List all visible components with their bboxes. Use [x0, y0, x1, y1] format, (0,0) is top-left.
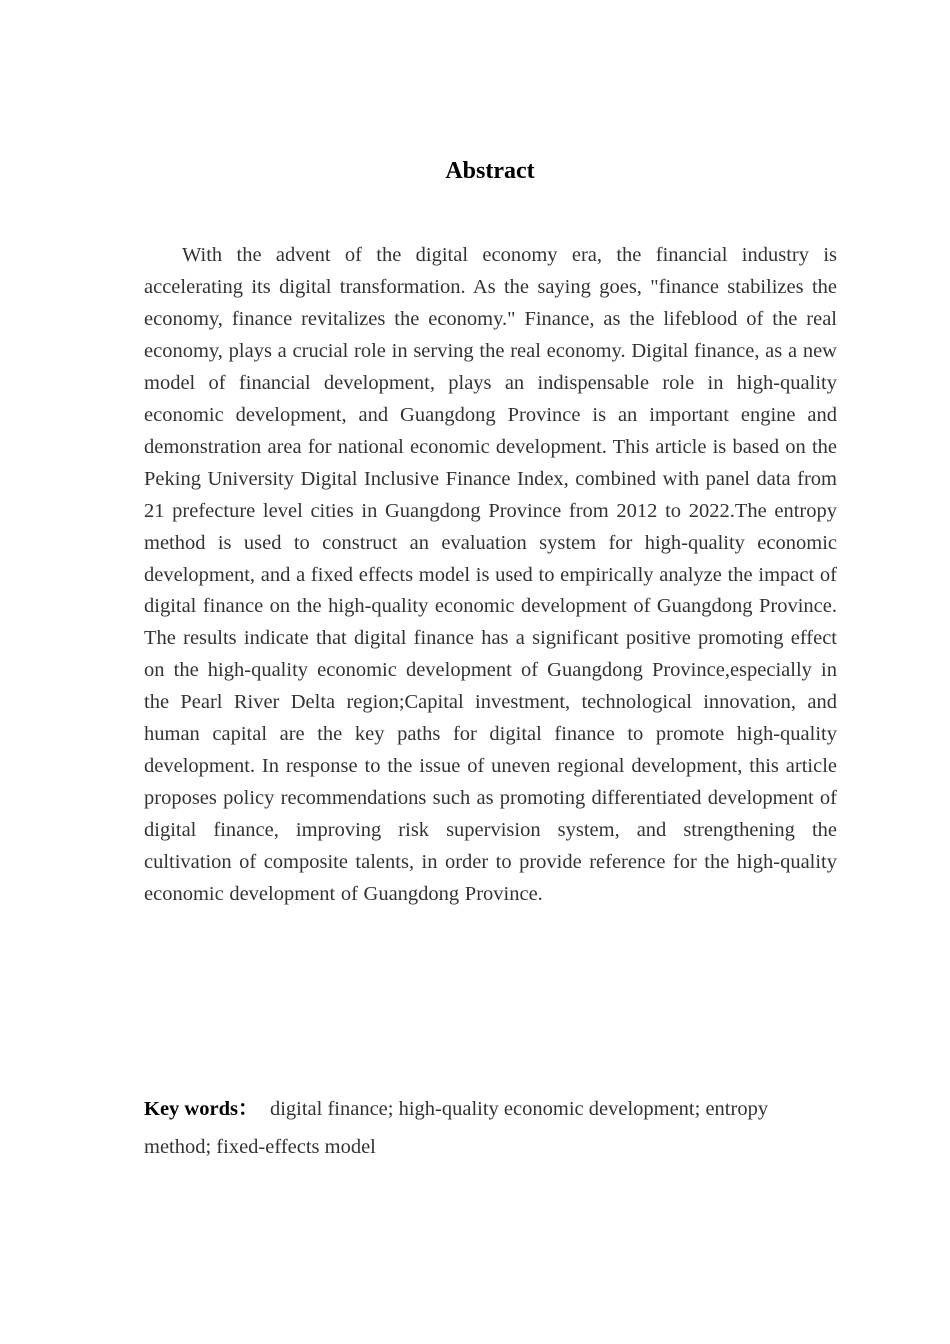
keywords-label: Key words — [144, 1098, 238, 1120]
abstract-title: Abstract — [445, 158, 535, 184]
keywords-text: digital finance; high-quality economic development; entropy method; fixed-effects model — [144, 1098, 769, 1158]
abstract-body: With the advent of the digital economy era, the financial industry is accelerating its digital transformation. As the saying goes, "finance stabilizes the economy, finance revitalizes the economy." Finance, as the lifeblood of the real economy, plays a crucial role in serving the real economy. Digital finance, as a new model of financial development, plays an indispensable role in high-quality economic development, and Guangdong Province is an important engine and demonstration area for national economic development. This article is based on the Peking University Digital Inclusive Finance Index, combined with panel data from 21 prefecture level cities in Guangdong Province from 2012 to 2022.The entropy method is used to construct an evaluation system for high-quality economic development, and a fixed effects model is used to empirically analyze the impact of digital finance on the high-quality economic development of Guangdong Province. The results indicate that digital finance has a significant positive promoting effect on the high-quality economic development of Guangdong Province,especially in the Pearl River Delta region;Capital investment, technological innovation, and human capital are the key paths for digital finance to promote high-quality development. In response to the issue of uneven regional development, this article proposes policy recommendations such as promoting differentiated development of digital finance, improving risk supervision system, and strengthening the cultivation of composite talents, in order to provide reference for the high-quality economic development of Guangdong Province. — [144, 244, 837, 906]
keywords-line — [144, 1090, 837, 1166]
keywords-separator: ： — [237, 1098, 259, 1120]
